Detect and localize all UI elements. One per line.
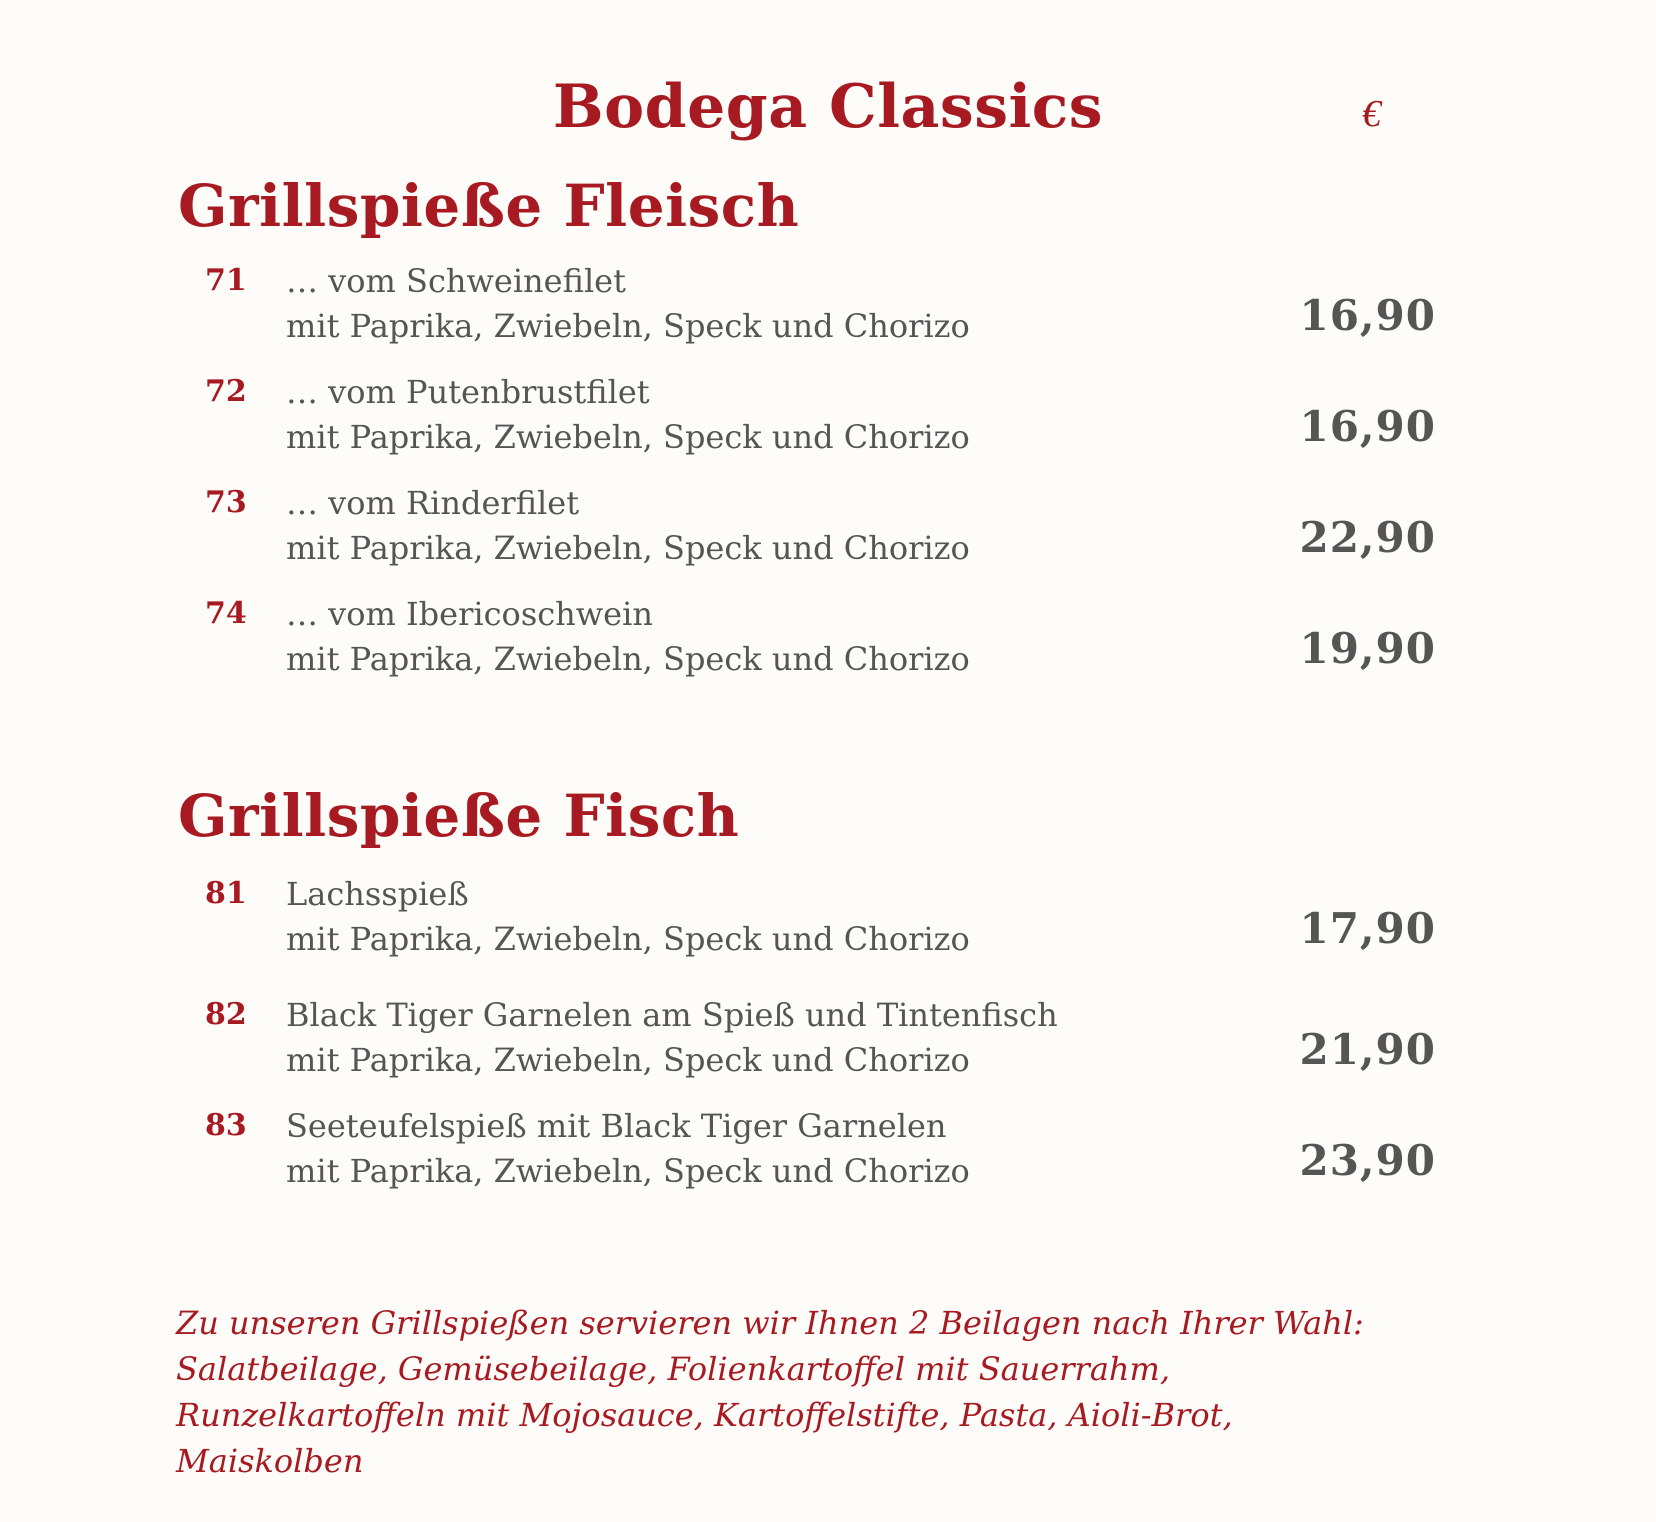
note-line: Runzelkartoffeln mit Mojosauce, Kartoffelstifte, Pasta, Aioli-Brot, xyxy=(176,1396,1233,1434)
section-heading-fisch: Grillspieße Fisch xyxy=(178,782,740,850)
item-number: 72 xyxy=(205,374,247,409)
menu-item xyxy=(0,260,1656,360)
menu-item xyxy=(0,994,1656,1094)
item-description: mit Paprika, Zwiebeln, Speck und Chorizo xyxy=(286,307,970,345)
item-name: … vom Ibericoschwein xyxy=(286,595,653,633)
item-name: … vom Rinderfilet xyxy=(286,484,580,522)
item-price: 23,90 xyxy=(1299,1136,1436,1185)
item-number: 81 xyxy=(205,876,247,911)
item-description: mit Paprika, Zwiebeln, Speck und Chorizo xyxy=(286,529,970,567)
item-description: mit Paprika, Zwiebeln, Speck und Chorizo xyxy=(286,1152,970,1190)
item-description: mit Paprika, Zwiebeln, Speck und Chorizo xyxy=(286,418,970,456)
item-number: 74 xyxy=(205,596,247,631)
item-price: 16,90 xyxy=(1299,402,1436,451)
menu-item xyxy=(0,482,1656,582)
item-number: 71 xyxy=(205,263,247,298)
item-price: 22,90 xyxy=(1299,513,1436,562)
item-price: 16,90 xyxy=(1299,291,1436,340)
item-name: Lachsspieß xyxy=(286,875,469,913)
item-description: mit Paprika, Zwiebeln, Speck und Chorizo xyxy=(286,920,970,958)
item-price: 17,90 xyxy=(1299,904,1436,953)
item-name: Seeteufelspieß mit Black Tiger Garnelen xyxy=(286,1107,947,1145)
item-name: … vom Schweinefilet xyxy=(286,262,626,300)
menu-title: Bodega Classics xyxy=(552,72,1104,142)
item-description: mit Paprika, Zwiebeln, Speck und Chorizo xyxy=(286,640,970,678)
menu-item xyxy=(0,873,1656,973)
menu-item xyxy=(0,1105,1656,1205)
item-name: Black Tiger Garnelen am Spieß und Tintenfisch xyxy=(286,996,1058,1034)
item-number: 82 xyxy=(205,997,247,1032)
item-price: 19,90 xyxy=(1299,624,1436,673)
note-line: Maiskolben xyxy=(176,1442,364,1480)
note-line: Salatbeilage, Gemüsebeilage, Folienkartoffel mit Sauerrahm, xyxy=(176,1350,1171,1388)
menu-item xyxy=(0,371,1656,471)
item-description: mit Paprika, Zwiebeln, Speck und Chorizo xyxy=(286,1041,970,1079)
item-name: … vom Putenbrustfilet xyxy=(286,373,650,411)
note-line: Zu unseren Grillspießen servieren wir Ihnen 2 Beilagen nach Ihrer Wahl: xyxy=(176,1304,1364,1342)
menu-item xyxy=(0,593,1656,693)
section-heading-fleisch: Grillspieße Fleisch xyxy=(178,172,800,240)
item-number: 73 xyxy=(205,485,247,520)
item-number: 83 xyxy=(205,1108,247,1143)
currency-symbol: € xyxy=(1362,93,1381,135)
item-price: 21,90 xyxy=(1299,1025,1436,1074)
side-dish-note xyxy=(176,1300,1476,1484)
